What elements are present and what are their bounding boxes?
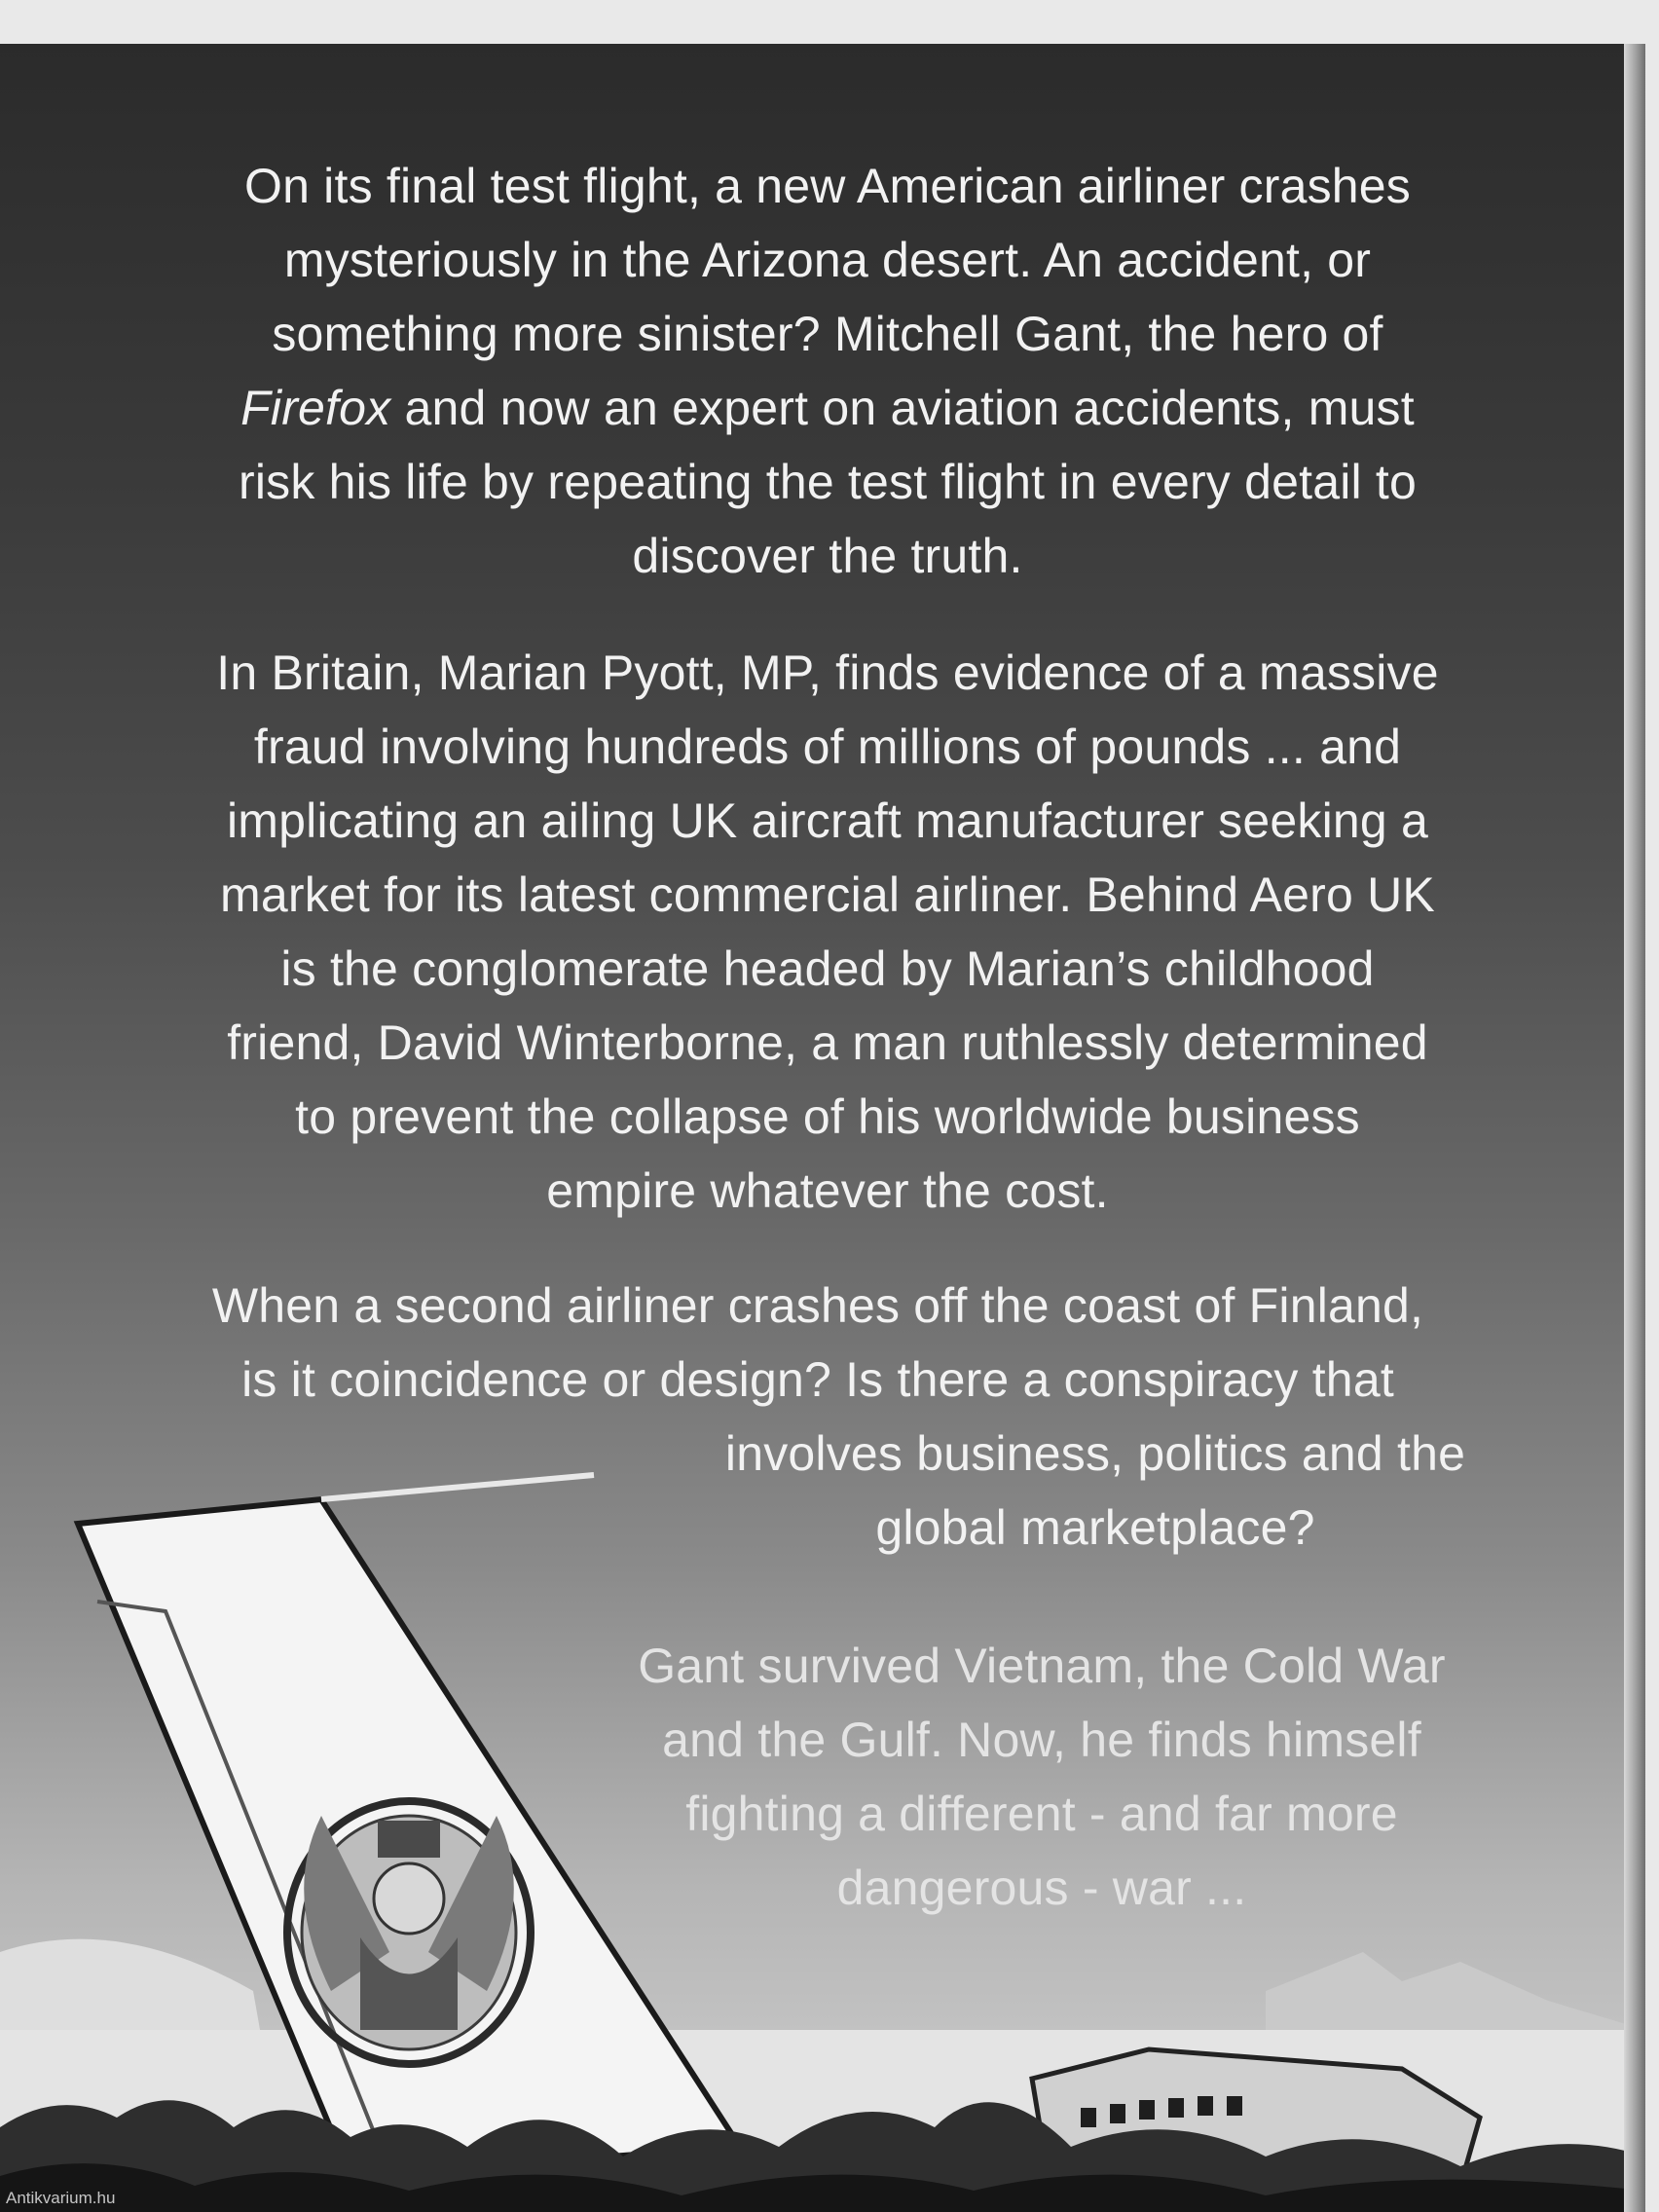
blurb-paragraph-2 (58, 636, 1597, 1228)
blurb-line: market for its latest commercial airliner. Behind Aero UK (220, 867, 1435, 922)
blurb-line-rest: and now an expert on aviation accidents, must (390, 381, 1415, 435)
blurb-line: fighting a different - and far more (685, 1787, 1398, 1841)
blurb-line: empire whatever the cost. (546, 1163, 1109, 1218)
book-spine-edge (1624, 44, 1645, 2212)
blurb-line: risk his life by repeating the test flight in every detail to (238, 455, 1418, 509)
blurb-line: fraud involving hundreds of millions of pounds ... and (253, 719, 1402, 774)
blurb-line: is the conglomerate headed by Marian’s childhood (280, 941, 1375, 996)
blurb-line: In Britain, Marian Pyott, MP, finds evidence of a massive (216, 645, 1439, 700)
blurb-line: Gant survived Vietnam, the Cold War (638, 1639, 1446, 1693)
blurb-paragraph-1 (78, 149, 1577, 593)
blurb-paragraph-3 (58, 1269, 1577, 1417)
blurb-paragraph-3-continued (613, 1417, 1577, 1565)
book-back-cover (0, 44, 1645, 2212)
blurb-line: discover the truth. (632, 529, 1023, 583)
blurb-line: is it coincidence or design? Is there a conspiracy that (241, 1352, 1394, 1407)
blurb-line: involves business, politics and the (724, 1426, 1466, 1481)
blurb-line: When a second airliner crashes off the coast of Finland, (211, 1278, 1424, 1333)
book-title-firefox: Firefox (240, 381, 391, 435)
blurb-line: to prevent the collapse of his worldwide business (295, 1089, 1360, 1144)
blurb-line: and the Gulf. Now, he finds himself (662, 1713, 1421, 1767)
blurb-line: On its final test flight, a new American airliner crashes (243, 159, 1412, 213)
watermark: Antikvarium.hu (6, 2189, 116, 2207)
blurb-line: friend, David Winterborne, a man ruthlessly determined (227, 1015, 1428, 1070)
blurb-line: implicating an ailing UK aircraft manufacturer seeking a (226, 793, 1428, 848)
blurb-paragraph-4 (545, 1629, 1538, 1925)
blurb-line: mysteriously in the Arizona desert. An accident, or (283, 233, 1372, 287)
blurb-line: dangerous - war ... (836, 1861, 1247, 1915)
blurb-line-with-title (78, 371, 1577, 445)
blurb-line: something more sinister? Mitchell Gant, the hero of (272, 307, 1383, 361)
blurb-line: global marketplace? (875, 1500, 1315, 1555)
